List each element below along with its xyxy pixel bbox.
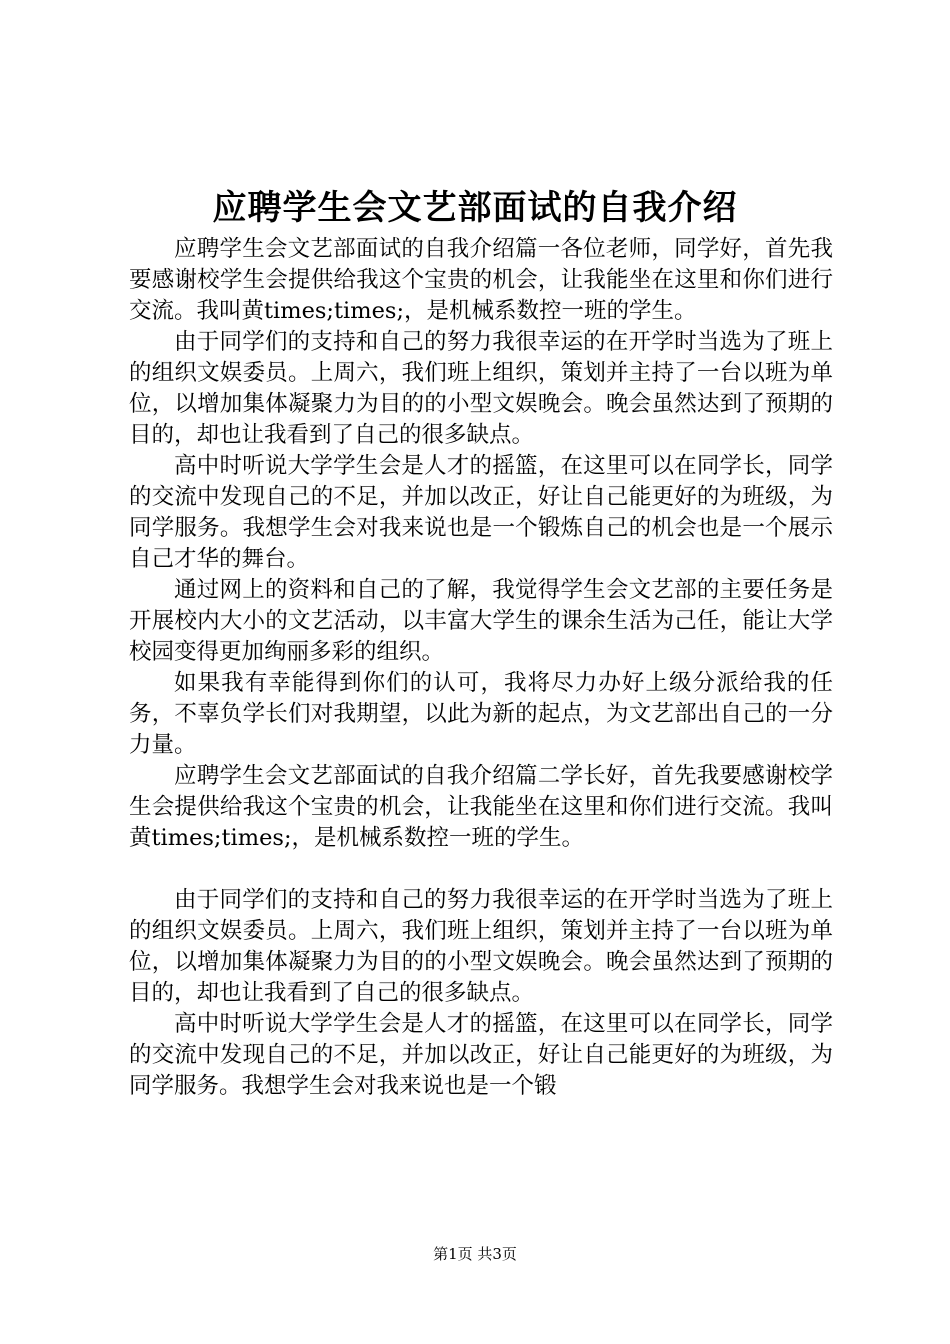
paragraph: 由于同学们的支持和自己的努力我很幸运的在开学时当选为了班上的组织文娱委员。上周六，我们班上组织，策划并主持了一台以班为单位，以增加集体凝聚力为目的的小型文娱晚会。晚会虽然达到了预期的目的，却也让我看到了自己的很多缺点。 [129,329,833,448]
document-body [129,234,833,1102]
paragraph: 如果我有幸能得到你们的认可，我将尽力办好上级分派给我的任务，不辜负学长们对我期望，以此为新的起点，为文艺部出自己的一分力量。 [129,670,833,758]
paragraph: 高中时听说大学学生会是人才的摇篮，在这里可以在同学长，同学的交流中发现自己的不足，并加以改正，好让自己能更好的为班级，为同学服务。我想学生会对我来说也是一个锻炼自己的机会也是一个展示自己才华的舞台。 [129,453,833,572]
document-title: 应聘学生会文艺部面试的自我介绍 [212,188,738,228]
paragraph: 应聘学生会文艺部面试的自我介绍篇一各位老师，同学好，首先我要感谢校学生会提供给我这个宝贵的机会，让我能坐在这里和你们进行交流。我叫黄times;times;，是机械系数控一班的学生。 [129,236,833,324]
paragraph: 通过网上的资料和自己的了解，我觉得学生会文艺部的主要任务是开展校内大小的文艺活动，以丰富大学生的课余生活为己任，能让大学校园变得更加绚丽多彩的组织。 [129,577,833,665]
paragraph: 高中时听说大学学生会是人才的摇篮，在这里可以在同学长，同学的交流中发现自己的不足，并加以改正，好让自己能更好的为班级，为同学服务。我想学生会对我来说也是一个锻 [129,1011,833,1099]
paragraph: 由于同学们的支持和自己的努力我很幸运的在开学时当选为了班上的组织文娱委员。上周六，我们班上组织，策划并主持了一台以班为单位，以增加集体凝聚力为目的的小型文娱晚会。晚会虽然达到了预期的目的，却也让我看到了自己的很多缺点。 [129,887,833,1006]
paragraph: 应聘学生会文艺部面试的自我介绍篇二学长好，首先我要感谢校学生会提供给我这个宝贵的机会，让我能坐在这里和你们进行交流。我叫黄times;times;，是机械系数控一班的学生。 [129,763,833,851]
page-number-footer: 第1页 共3页 [433,1245,517,1263]
